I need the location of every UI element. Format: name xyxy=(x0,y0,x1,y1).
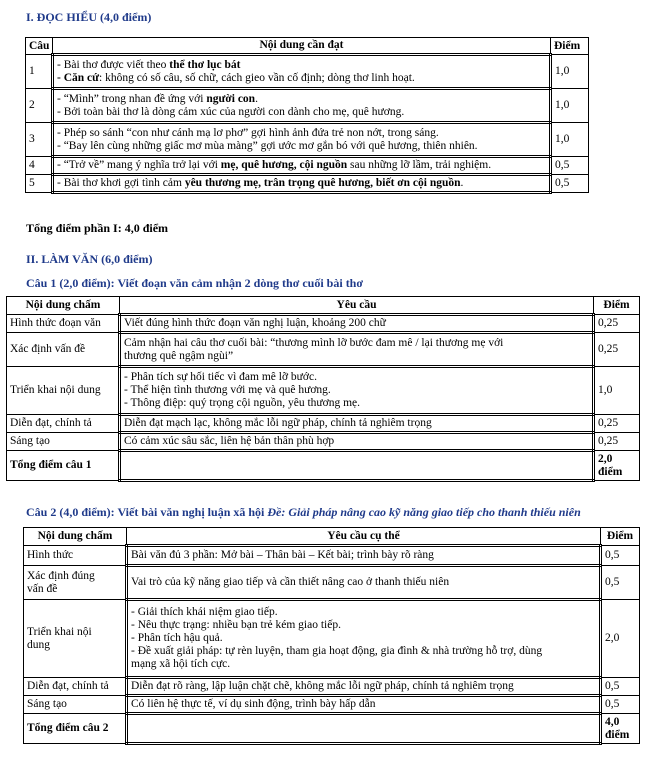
row-score: 0,25 xyxy=(594,433,640,451)
row-score: 0,25 xyxy=(594,333,640,367)
row-requirement: Diễn đạt rõ ràng, lập luận chặt chẽ, không mắc lỗi ngữ pháp, chính tả nghiêm trọng xyxy=(127,678,601,696)
row-label: Diễn đạt, chính tả xyxy=(7,415,120,433)
total-empty xyxy=(127,714,601,744)
text: Xác định đúng xyxy=(27,569,95,582)
text-bold: thể thơ lục bát xyxy=(169,58,241,71)
table-row xyxy=(26,123,589,157)
row-number: 2 xyxy=(26,89,53,123)
table-row xyxy=(7,367,640,415)
table-row xyxy=(26,89,589,123)
row-score: 0,5 xyxy=(601,546,640,566)
row-content xyxy=(53,157,551,175)
text: - Thông điệp: quý trọng cội nguồn, yêu thương mẹ. xyxy=(124,397,361,409)
table-total-row xyxy=(24,714,640,744)
row-score: 0,5 xyxy=(601,678,640,696)
row-label: Sáng tạo xyxy=(24,696,127,714)
row-content xyxy=(53,89,551,123)
text: dung xyxy=(27,638,50,651)
text: - Bài thơ được viết theo xyxy=(57,58,170,71)
row-score: 1,0 xyxy=(551,123,589,157)
text: thương quê ngậm ngùi” xyxy=(124,349,234,362)
row-label xyxy=(24,566,127,600)
row-content xyxy=(53,175,551,193)
text: : không có số câu, số chữ, cách gieo vần cố định; dòng thơ linh hoạt. xyxy=(99,71,415,84)
table-row xyxy=(24,600,640,678)
text: sau những lỡ lầm, trải nghiệm. xyxy=(347,159,492,171)
text-italic: Đề: Giải pháp nâng cao kỹ năng giao tiếp cho thanh thiếu niên xyxy=(267,505,581,519)
row-score: 0,5 xyxy=(551,175,589,193)
text: vấn đề xyxy=(27,582,58,595)
row-score: 1,0 xyxy=(594,367,640,415)
row-score: 1,0 xyxy=(551,89,589,123)
text: 4,0 xyxy=(605,715,620,728)
text: Cảm nhận hai câu thơ cuối bài: “thương mình lỡ bước đam mê / lại thương mẹ với xyxy=(124,336,504,349)
col-header-yeu-cau-cu-the: Yêu cầu cụ thể xyxy=(127,528,601,546)
row-requirement: Diễn đạt mạch lạc, không mắc lỗi ngữ pháp, chính tả nghiêm trọng xyxy=(120,415,594,433)
text: . xyxy=(460,177,464,189)
row-number: 4 xyxy=(26,157,53,175)
section1-heading: I. ĐỌC HIỂU (4,0 điểm) xyxy=(26,10,152,24)
text: Triển khai nội xyxy=(27,625,92,638)
table-total-row xyxy=(7,451,640,481)
table-header-row xyxy=(7,297,640,315)
row-label: Triển khai nội dung xyxy=(7,367,120,415)
table-row xyxy=(26,55,589,89)
row-requirement: Có cảm xúc sâu sắc, liên hệ bản thân phù hợp xyxy=(120,433,594,451)
total-score xyxy=(594,451,640,481)
row-requirement xyxy=(127,600,601,678)
col-header-yeu-cau: Yêu cầu xyxy=(120,297,594,315)
table-row xyxy=(24,696,640,714)
text: - Phân tích hậu quả. xyxy=(131,632,223,644)
text: điểm xyxy=(598,465,623,478)
table-row xyxy=(24,566,640,600)
text-bold: người con xyxy=(206,92,256,105)
row-label: Xác định vấn đề xyxy=(7,333,120,367)
total-label: Tổng điểm câu 2 xyxy=(24,714,127,744)
col-header-cau: Câu xyxy=(26,38,53,55)
row-content xyxy=(53,123,551,157)
table-row xyxy=(26,157,589,175)
text-bold: - Căn cứ xyxy=(57,71,100,84)
row-content xyxy=(53,55,551,89)
table-row xyxy=(7,415,640,433)
section1-table xyxy=(25,37,589,194)
col-header-noi-dung-cham: Nội dung chấm xyxy=(24,528,127,546)
q1-heading: Câu 1 (2,0 điểm): Viết đoạn văn cảm nhận 2 dòng thơ cuối bài thơ xyxy=(26,276,364,290)
table-header-row xyxy=(26,38,589,55)
q2-heading xyxy=(26,505,581,520)
col-header-diem: Điểm xyxy=(551,38,589,55)
row-requirement: Viết đúng hình thức đoạn văn nghị luận, khoảng 200 chữ xyxy=(120,315,594,333)
row-label: Diễn đạt, chính tả xyxy=(24,678,127,696)
row-score: 2,0 xyxy=(601,600,640,678)
row-requirement xyxy=(120,333,594,367)
col-header-diem: Điểm xyxy=(601,528,640,546)
text: - Bởi toàn bài thơ là dòng cảm xúc của người con dành cho mẹ, quê hương. xyxy=(57,105,405,118)
table-row xyxy=(26,175,589,193)
col-header-diem: Điểm xyxy=(594,297,640,315)
row-label: Hình thức xyxy=(24,546,127,566)
row-score: 0,25 xyxy=(594,315,640,333)
text: - Nêu thực trạng: nhiều bạn trẻ kém giao tiếp. xyxy=(131,619,341,631)
q2-table xyxy=(23,527,640,745)
total-score xyxy=(601,714,640,744)
q1-table xyxy=(6,296,640,482)
text: - “Bay lên cùng những giấc mơ mùa màng” gợi ước mơ gắn bó với quê hương, thiên nhiên. xyxy=(57,139,478,152)
row-requirement: Bài văn đủ 3 phần: Mở bài – Thân bài – Kết bài; trình bày rõ ràng xyxy=(127,546,601,566)
text: - Đề xuất giải pháp: tự rèn luyện, tham gia hoạt động, gia đình & nhà trường hỗ trợ, dùng xyxy=(131,645,543,657)
row-number: 3 xyxy=(26,123,53,157)
text: - Bài thơ khơi gợi tình cảm xyxy=(57,177,185,189)
table-row xyxy=(24,546,640,566)
row-label: Sáng tạo xyxy=(7,433,120,451)
row-score: 0,25 xyxy=(594,415,640,433)
row-label: Hình thức đoạn văn xyxy=(7,315,120,333)
col-header-noi-dung-cham: Nội dung chấm xyxy=(7,297,120,315)
row-requirement xyxy=(120,367,594,415)
text-bold: yêu thương mẹ, trân trọng quê hương, biết ơn cội nguồn xyxy=(184,177,461,189)
row-score: 0,5 xyxy=(551,157,589,175)
text: . xyxy=(255,92,258,105)
table-row xyxy=(24,678,640,696)
text: - “Mình” trong nhan đề ứng với xyxy=(57,92,207,105)
text: điểm xyxy=(605,728,630,741)
row-requirement: Vai trò của kỹ năng giao tiếp và cần thiết nâng cao ở thanh thiếu niên xyxy=(127,566,601,600)
text: - Phân tích sự hối tiếc vì đam mê lỡ bước. xyxy=(124,371,317,383)
total-empty xyxy=(120,451,594,481)
text: - Giải thích khái niệm giao tiếp. xyxy=(131,606,278,618)
row-number: 5 xyxy=(26,175,53,193)
row-score: 1,0 xyxy=(551,55,589,89)
row-label xyxy=(24,600,127,678)
text: 2,0 xyxy=(598,452,613,465)
row-requirement: Có liên hệ thực tế, ví dụ sinh động, trình bày hấp dẫn xyxy=(127,696,601,714)
text: mạng xã hội tích cực. xyxy=(131,658,231,670)
col-header-noi-dung: Nội dung cần đạt xyxy=(53,38,551,55)
section1-total: Tổng điểm phần I: 4,0 điểm xyxy=(26,221,169,235)
table-row xyxy=(7,315,640,333)
text: - “Trở về” mang ý nghĩa trở lại với xyxy=(57,159,221,171)
text: - Phép so sánh “con như cánh mạ lơ phơ” gợi hình ảnh đứa trẻ non nớt, trong sáng. xyxy=(57,126,439,139)
table-row xyxy=(7,333,640,367)
row-score: 0,5 xyxy=(601,566,640,600)
table-header-row xyxy=(24,528,640,546)
text: - Thể hiện tình thương với mẹ và quê hương. xyxy=(124,384,331,396)
section2-heading: II. LÀM VĂN (6,0 điểm) xyxy=(26,252,153,266)
text: Câu 2 (4,0 điểm): Viết bài văn nghị luận xã hội xyxy=(26,505,268,519)
row-score: 0,5 xyxy=(601,696,640,714)
text-bold: mẹ, quê hương, cội nguồn xyxy=(220,159,348,171)
row-number: 1 xyxy=(26,55,53,89)
total-label: Tổng điểm câu 1 xyxy=(7,451,120,481)
table-row xyxy=(7,433,640,451)
